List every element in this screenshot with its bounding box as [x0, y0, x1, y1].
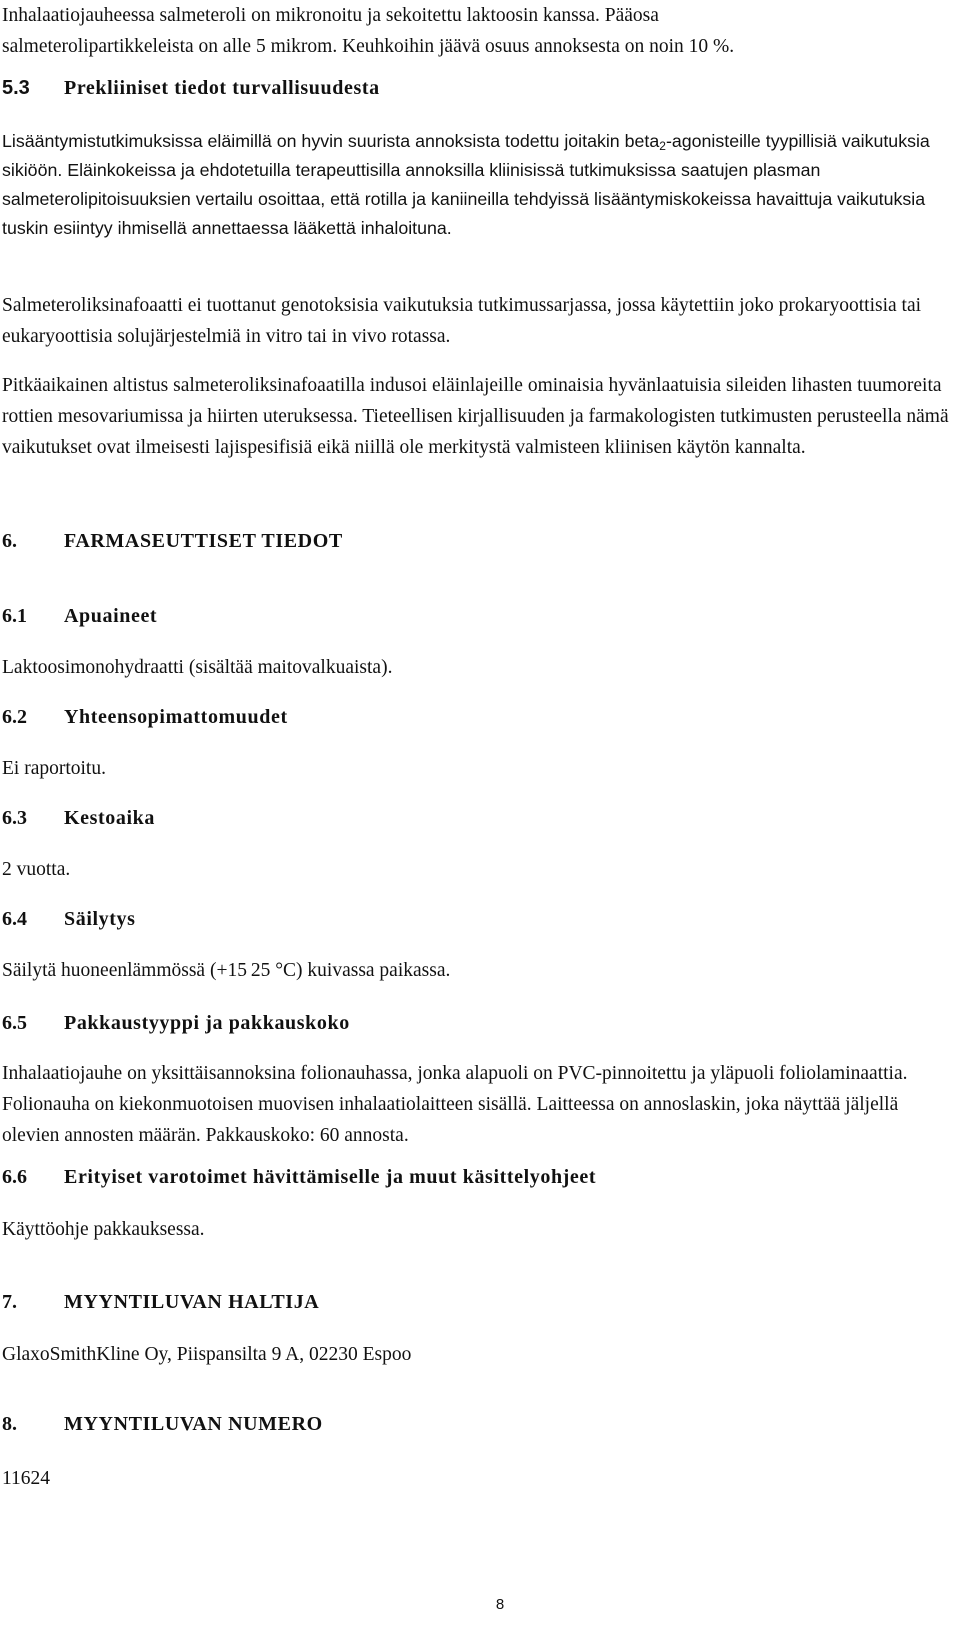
section-6-1-heading — [2, 602, 950, 630]
section-title: Erityiset varotoimet hävittämiselle ja muut käsittelyohjeet — [64, 1166, 597, 1188]
section-7-text: GlaxoSmithKline Oy, Piispansilta 9 A, 02230 Espoo — [2, 1344, 412, 1365]
section-6-5-text: Inhalaatiojauhe on yksittäisannoksina folionauhassa, jonka alapuoli on PVC-pinnoitettu ja yläpuoli foliolaminaattia. Folionauha on kiekonmuotoisen muovisen inhalaatiolaitteen sisällä. Laitteessa on annoslaskin, joka näyttää jäljellä olevien annosten määrän. Pakkauskoko: 60 annosta. — [2, 1063, 908, 1146]
section-number: 6.3 — [2, 807, 27, 829]
section-6-3-heading — [2, 804, 950, 832]
section-5-3-heading — [2, 74, 950, 102]
intro-line-2: salmeterolipartikkeleista on alle 5 mikrom. Keuhkoihin jäävä osuus annoksesta on noin 10 %. — [2, 36, 735, 57]
section-title: Pakkaustyyppi ja pakkauskoko — [64, 1012, 350, 1034]
section-6-4-heading — [2, 905, 950, 933]
section-6-2-heading — [2, 703, 950, 731]
section-title: Kestoaika — [64, 807, 155, 829]
section-title: MYYNTILUVAN HALTIJA — [64, 1291, 320, 1313]
section-title: FARMASEUTTISET TIEDOT — [64, 530, 343, 552]
section-6-2-text: Ei raportoitu. — [2, 758, 106, 779]
section-number: 5.3 — [2, 77, 30, 99]
section-number: 6.6 — [2, 1166, 27, 1188]
section-number: 6.2 — [2, 706, 27, 728]
section-number: 6.5 — [2, 1012, 27, 1034]
section-number: 6.4 — [2, 908, 27, 930]
intro-line-1: Inhalaatiojauheessa salmeteroli on mikronoitu ja sekoitettu laktoosin kanssa. Pääosa — [2, 5, 659, 26]
section-8-heading — [2, 1410, 950, 1438]
section-6-heading — [2, 527, 950, 555]
section-title: Säilytys — [64, 908, 136, 930]
section-number: 6. — [2, 530, 17, 552]
paragraph-text-b: -agonisteille tyypillisiä vaikutuksia sikiöön. — [2, 131, 930, 180]
intro-paragraph — [2, 0, 950, 62]
paragraph-text-c: Eläinkokeissa ja ehdotetuilla terapeuttisilla annoksilla kliinisissä tutkimuksissa saatujen plasman salmeterolipitoisuuksien vertailu osoittaa, että rotilla ja kaniineilla tehdyissä lisääntymiskokeissa havaittuja vaikutuksia tuskin esiintyy ihmisellä annettaessa lääkettä inhaloituna. — [2, 160, 926, 238]
section-6-5-heading — [2, 1009, 950, 1037]
section-8-text: 11624 — [2, 1468, 51, 1489]
section-6-4-text: Säilytä huoneenlämmössä (+15 25 °C) kuivassa paikassa. — [2, 960, 451, 981]
section-number: 6.1 — [2, 605, 27, 627]
section-title: MYYNTILUVAN NUMERO — [64, 1413, 323, 1435]
paragraph-text-a: Lisääntymistutkimuksissa eläimillä on hyvin suurista annoksista todettu joitakin beta — [2, 131, 660, 151]
section-number: 8. — [2, 1413, 17, 1435]
section-6-3-text: 2 vuotta. — [2, 859, 71, 880]
section-5-3-paragraph-1 — [2, 127, 950, 243]
section-title: Apuaineet — [64, 605, 158, 627]
section-title: Yhteensopimattomuudet — [64, 706, 288, 728]
section-6-6-heading — [2, 1163, 950, 1191]
section-6-1-text: Laktoosimonohydraatti (sisältää maitovalkuaista). — [2, 657, 393, 678]
subscript: 2 — [659, 139, 666, 153]
section-5-3-paragraph-3: Pitkäaikainen altistus salmeteroliksinafoaatilla indusoi eläinlajeille ominaisia hyvänlaatuisia sileiden lihasten tuumoreita rottien mesovariumissa ja hiirten uteruksessa. Tieteellisen kirjallisuuden ja farmakologisten tutkimusten perusteella nämä vaikutukset ovat ilmeisesti lajispesifisiä eikä niillä ole merkitystä valmisteen kliinisen käytön kannalta. — [2, 375, 949, 458]
section-6-6-text: Käyttöohje pakkauksessa. — [2, 1219, 205, 1240]
section-5-3-paragraph-2: Salmeteroliksinafoaatti ei tuottanut genotoksisia vaikutuksia tutkimussarjassa, jossa käytettiin joko prokaryoottisia tai eukaryoottisia solujärjestelmiä in vitro tai in vivo rotassa. — [2, 295, 922, 347]
section-number: 7. — [2, 1291, 17, 1313]
page-number: 8 — [495, 1596, 505, 1613]
section-title: Prekliiniset tiedot turvallisuudesta — [64, 77, 380, 99]
section-7-heading — [2, 1288, 950, 1316]
